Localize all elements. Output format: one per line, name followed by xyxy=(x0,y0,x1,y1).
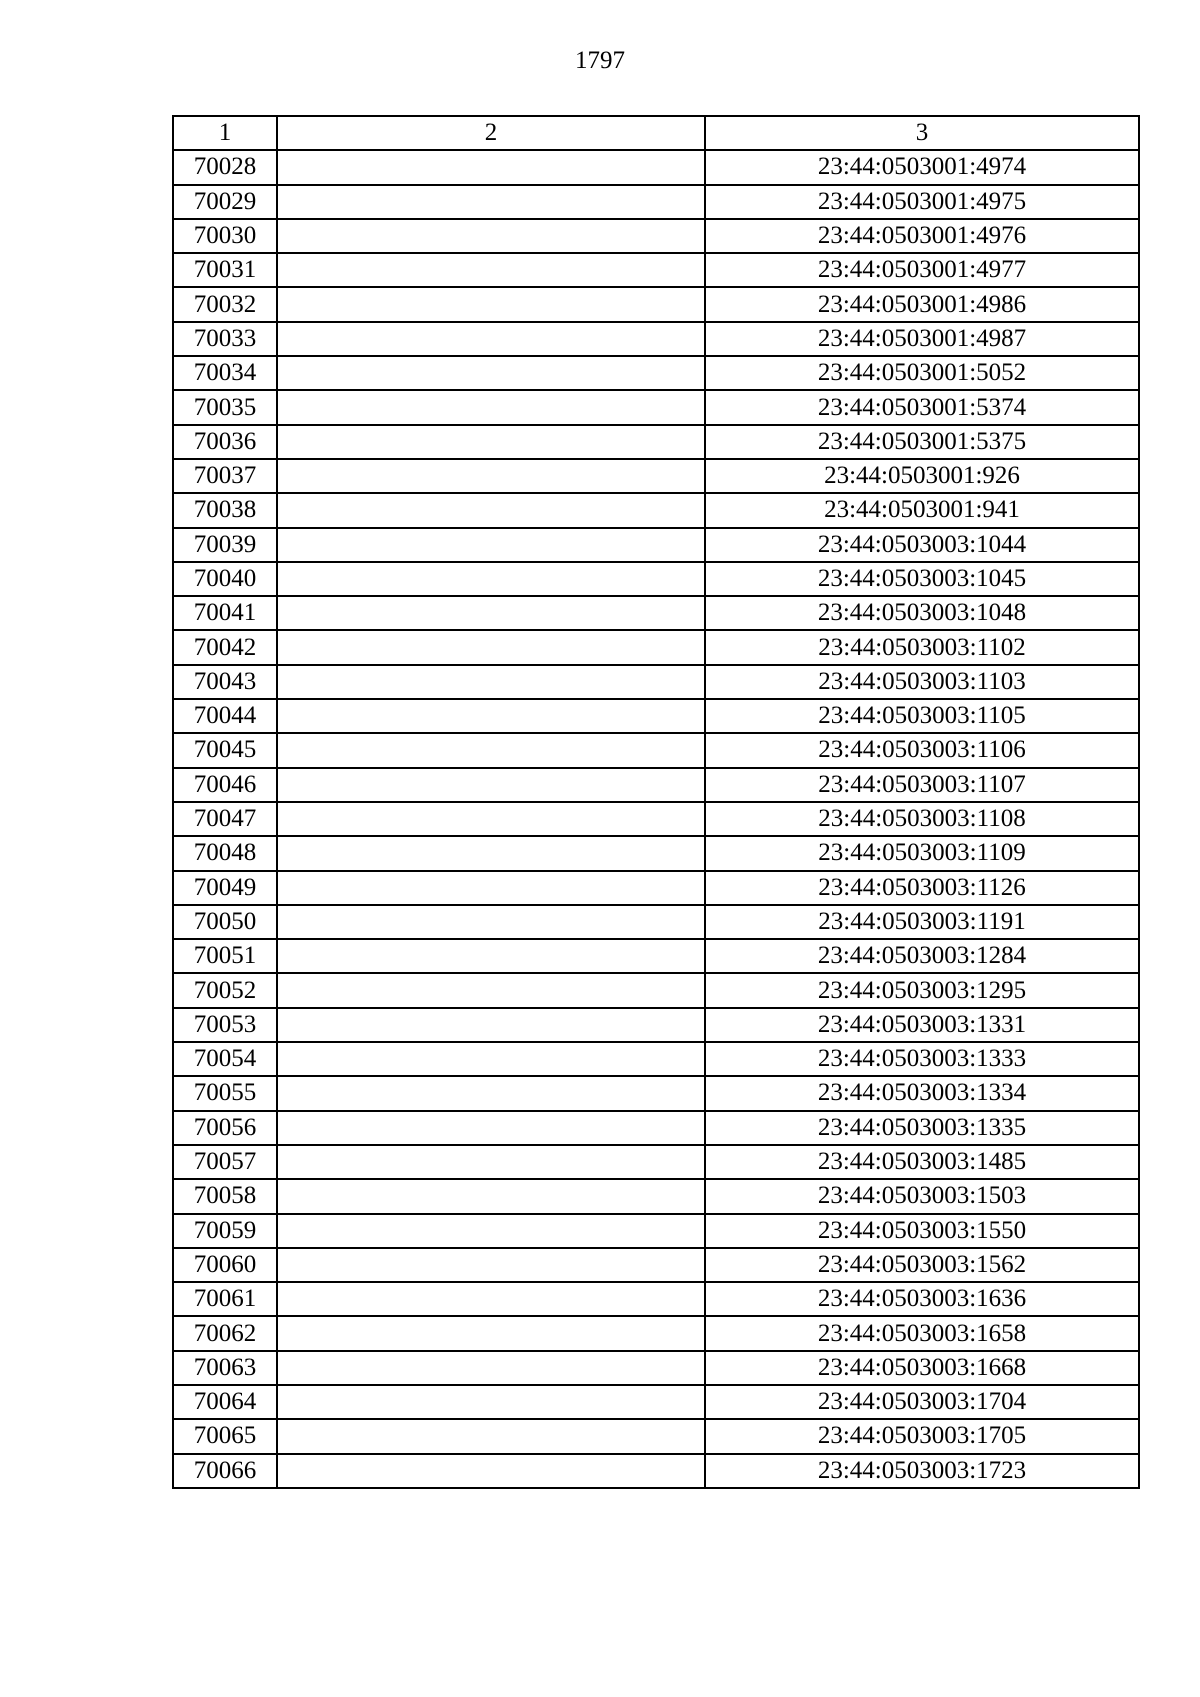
row-number-cell: 70041 xyxy=(173,596,277,630)
row-number-cell: 70056 xyxy=(173,1111,277,1145)
table-row xyxy=(173,1145,1139,1179)
row-number-cell: 70039 xyxy=(173,528,277,562)
description-cell xyxy=(277,1282,705,1316)
table-row xyxy=(173,733,1139,767)
table-body xyxy=(173,150,1139,1488)
table-row xyxy=(173,425,1139,459)
table-row xyxy=(173,1248,1139,1282)
row-number-cell: 70043 xyxy=(173,665,277,699)
description-cell xyxy=(277,836,705,870)
row-number-cell: 70047 xyxy=(173,802,277,836)
row-number-cell: 70030 xyxy=(173,219,277,253)
table-row xyxy=(173,1351,1139,1385)
row-number-cell: 70059 xyxy=(173,1214,277,1248)
description-cell xyxy=(277,1179,705,1213)
table-row xyxy=(173,219,1139,253)
row-number-cell: 70031 xyxy=(173,253,277,287)
table-row xyxy=(173,356,1139,390)
table-row xyxy=(173,871,1139,905)
description-cell xyxy=(277,459,705,493)
description-cell xyxy=(277,425,705,459)
row-number-cell: 70045 xyxy=(173,733,277,767)
row-number-cell: 70048 xyxy=(173,836,277,870)
cadastral-number-cell: 23:44:0503003:1503 xyxy=(705,1179,1139,1213)
cadastral-number-cell: 23:44:0503001:4977 xyxy=(705,253,1139,287)
table-row xyxy=(173,287,1139,321)
table-row xyxy=(173,802,1139,836)
row-number-cell: 70035 xyxy=(173,390,277,424)
row-number-cell: 70058 xyxy=(173,1179,277,1213)
table-row xyxy=(173,699,1139,733)
cadastral-number-cell: 23:44:0503001:4975 xyxy=(705,185,1139,219)
table-row xyxy=(173,1385,1139,1419)
description-cell xyxy=(277,596,705,630)
cadastral-number-cell: 23:44:0503003:1045 xyxy=(705,562,1139,596)
row-number-cell: 70065 xyxy=(173,1419,277,1453)
table-row xyxy=(173,905,1139,939)
row-number-cell: 70051 xyxy=(173,939,277,973)
row-number-cell: 70060 xyxy=(173,1248,277,1282)
table-row xyxy=(173,939,1139,973)
cadastral-number-cell: 23:44:0503003:1109 xyxy=(705,836,1139,870)
description-cell xyxy=(277,1316,705,1350)
table-row xyxy=(173,1076,1139,1110)
column-header-2: 2 xyxy=(277,116,705,150)
table-row xyxy=(173,1008,1139,1042)
cadastral-number-cell: 23:44:0503003:1705 xyxy=(705,1419,1139,1453)
description-cell xyxy=(277,390,705,424)
cadastral-number-cell: 23:44:0503001:5052 xyxy=(705,356,1139,390)
description-cell xyxy=(277,322,705,356)
description-cell xyxy=(277,150,705,184)
table-row xyxy=(173,528,1139,562)
cadastral-number-cell: 23:44:0503003:1668 xyxy=(705,1351,1139,1385)
row-number-cell: 70064 xyxy=(173,1385,277,1419)
cadastral-number-cell: 23:44:0503003:1107 xyxy=(705,768,1139,802)
description-cell xyxy=(277,1454,705,1488)
description-cell xyxy=(277,973,705,1007)
description-cell xyxy=(277,253,705,287)
registry-table xyxy=(172,115,1140,1489)
table-row xyxy=(173,1042,1139,1076)
row-number-cell: 70063 xyxy=(173,1351,277,1385)
row-number-cell: 70044 xyxy=(173,699,277,733)
row-number-cell: 70046 xyxy=(173,768,277,802)
cadastral-number-cell: 23:44:0503003:1044 xyxy=(705,528,1139,562)
table-row xyxy=(173,973,1139,1007)
cadastral-number-cell: 23:44:0503003:1550 xyxy=(705,1214,1139,1248)
description-cell xyxy=(277,1248,705,1282)
row-number-cell: 70029 xyxy=(173,185,277,219)
cadastral-number-cell: 23:44:0503003:1333 xyxy=(705,1042,1139,1076)
description-cell xyxy=(277,802,705,836)
description-cell xyxy=(277,665,705,699)
row-number-cell: 70040 xyxy=(173,562,277,596)
row-number-cell: 70034 xyxy=(173,356,277,390)
description-cell xyxy=(277,733,705,767)
row-number-cell: 70049 xyxy=(173,871,277,905)
row-number-cell: 70033 xyxy=(173,322,277,356)
row-number-cell: 70062 xyxy=(173,1316,277,1350)
description-cell xyxy=(277,939,705,973)
description-cell xyxy=(277,768,705,802)
cadastral-number-cell: 23:44:0503001:4974 xyxy=(705,150,1139,184)
row-number-cell: 70054 xyxy=(173,1042,277,1076)
table-header-row xyxy=(173,116,1139,150)
description-cell xyxy=(277,528,705,562)
page-number: 1797 xyxy=(575,47,625,74)
row-number-cell: 70055 xyxy=(173,1076,277,1110)
row-number-cell: 70066 xyxy=(173,1454,277,1488)
description-cell xyxy=(277,1385,705,1419)
cadastral-number-cell: 23:44:0503001:4986 xyxy=(705,287,1139,321)
description-cell xyxy=(277,905,705,939)
cadastral-number-cell: 23:44:0503001:4976 xyxy=(705,219,1139,253)
cadastral-number-cell: 23:44:0503001:926 xyxy=(705,459,1139,493)
description-cell xyxy=(277,219,705,253)
description-cell xyxy=(277,1042,705,1076)
table-row xyxy=(173,1454,1139,1488)
table-row xyxy=(173,493,1139,527)
table-row xyxy=(173,1282,1139,1316)
cadastral-number-cell: 23:44:0503003:1723 xyxy=(705,1454,1139,1488)
table-row xyxy=(173,596,1139,630)
cadastral-number-cell: 23:44:0503003:1102 xyxy=(705,630,1139,664)
description-cell xyxy=(277,1076,705,1110)
cadastral-number-cell: 23:44:0503003:1335 xyxy=(705,1111,1139,1145)
table-row xyxy=(173,1214,1139,1248)
description-cell xyxy=(277,356,705,390)
row-number-cell: 70036 xyxy=(173,425,277,459)
description-cell xyxy=(277,185,705,219)
table-row xyxy=(173,322,1139,356)
row-number-cell: 70028 xyxy=(173,150,277,184)
row-number-cell: 70053 xyxy=(173,1008,277,1042)
row-number-cell: 70057 xyxy=(173,1145,277,1179)
cadastral-number-cell: 23:44:0503003:1048 xyxy=(705,596,1139,630)
cadastral-number-cell: 23:44:0503003:1103 xyxy=(705,665,1139,699)
cadastral-number-cell: 23:44:0503003:1331 xyxy=(705,1008,1139,1042)
description-cell xyxy=(277,287,705,321)
row-number-cell: 70042 xyxy=(173,630,277,664)
description-cell xyxy=(277,699,705,733)
description-cell xyxy=(277,1419,705,1453)
table-row xyxy=(173,665,1139,699)
row-number-cell: 70038 xyxy=(173,493,277,527)
cadastral-number-cell: 23:44:0503003:1485 xyxy=(705,1145,1139,1179)
table-row xyxy=(173,150,1139,184)
column-header-1: 1 xyxy=(173,116,277,150)
table-row xyxy=(173,1179,1139,1213)
cadastral-number-cell: 23:44:0503003:1106 xyxy=(705,733,1139,767)
description-cell xyxy=(277,630,705,664)
description-cell xyxy=(277,1214,705,1248)
cadastral-number-cell: 23:44:0503003:1636 xyxy=(705,1282,1139,1316)
table-row xyxy=(173,1419,1139,1453)
description-cell xyxy=(277,871,705,905)
description-cell xyxy=(277,1351,705,1385)
cadastral-number-cell: 23:44:0503003:1191 xyxy=(705,905,1139,939)
row-number-cell: 70037 xyxy=(173,459,277,493)
column-header-3: 3 xyxy=(705,116,1139,150)
row-number-cell: 70032 xyxy=(173,287,277,321)
description-cell xyxy=(277,1008,705,1042)
cadastral-number-cell: 23:44:0503003:1658 xyxy=(705,1316,1139,1350)
row-number-cell: 70050 xyxy=(173,905,277,939)
row-number-cell: 70061 xyxy=(173,1282,277,1316)
cadastral-number-cell: 23:44:0503001:4987 xyxy=(705,322,1139,356)
cadastral-number-cell: 23:44:0503003:1295 xyxy=(705,973,1139,1007)
table-row xyxy=(173,253,1139,287)
row-number-cell: 70052 xyxy=(173,973,277,1007)
cadastral-number-cell: 23:44:0503003:1704 xyxy=(705,1385,1139,1419)
cadastral-number-cell: 23:44:0503003:1126 xyxy=(705,871,1139,905)
table-row xyxy=(173,1316,1139,1350)
cadastral-number-cell: 23:44:0503003:1284 xyxy=(705,939,1139,973)
table-row xyxy=(173,768,1139,802)
table-row xyxy=(173,185,1139,219)
description-cell xyxy=(277,562,705,596)
cadastral-number-cell: 23:44:0503001:941 xyxy=(705,493,1139,527)
cadastral-number-cell: 23:44:0503003:1562 xyxy=(705,1248,1139,1282)
cadastral-number-cell: 23:44:0503003:1334 xyxy=(705,1076,1139,1110)
table-row xyxy=(173,390,1139,424)
description-cell xyxy=(277,1145,705,1179)
table-row xyxy=(173,1111,1139,1145)
cadastral-number-cell: 23:44:0503003:1105 xyxy=(705,699,1139,733)
description-cell xyxy=(277,1111,705,1145)
description-cell xyxy=(277,493,705,527)
cadastral-number-cell: 23:44:0503003:1108 xyxy=(705,802,1139,836)
cadastral-number-cell: 23:44:0503001:5375 xyxy=(705,425,1139,459)
table-row xyxy=(173,630,1139,664)
table-row xyxy=(173,459,1139,493)
table-row xyxy=(173,836,1139,870)
cadastral-number-cell: 23:44:0503001:5374 xyxy=(705,390,1139,424)
table-row xyxy=(173,562,1139,596)
